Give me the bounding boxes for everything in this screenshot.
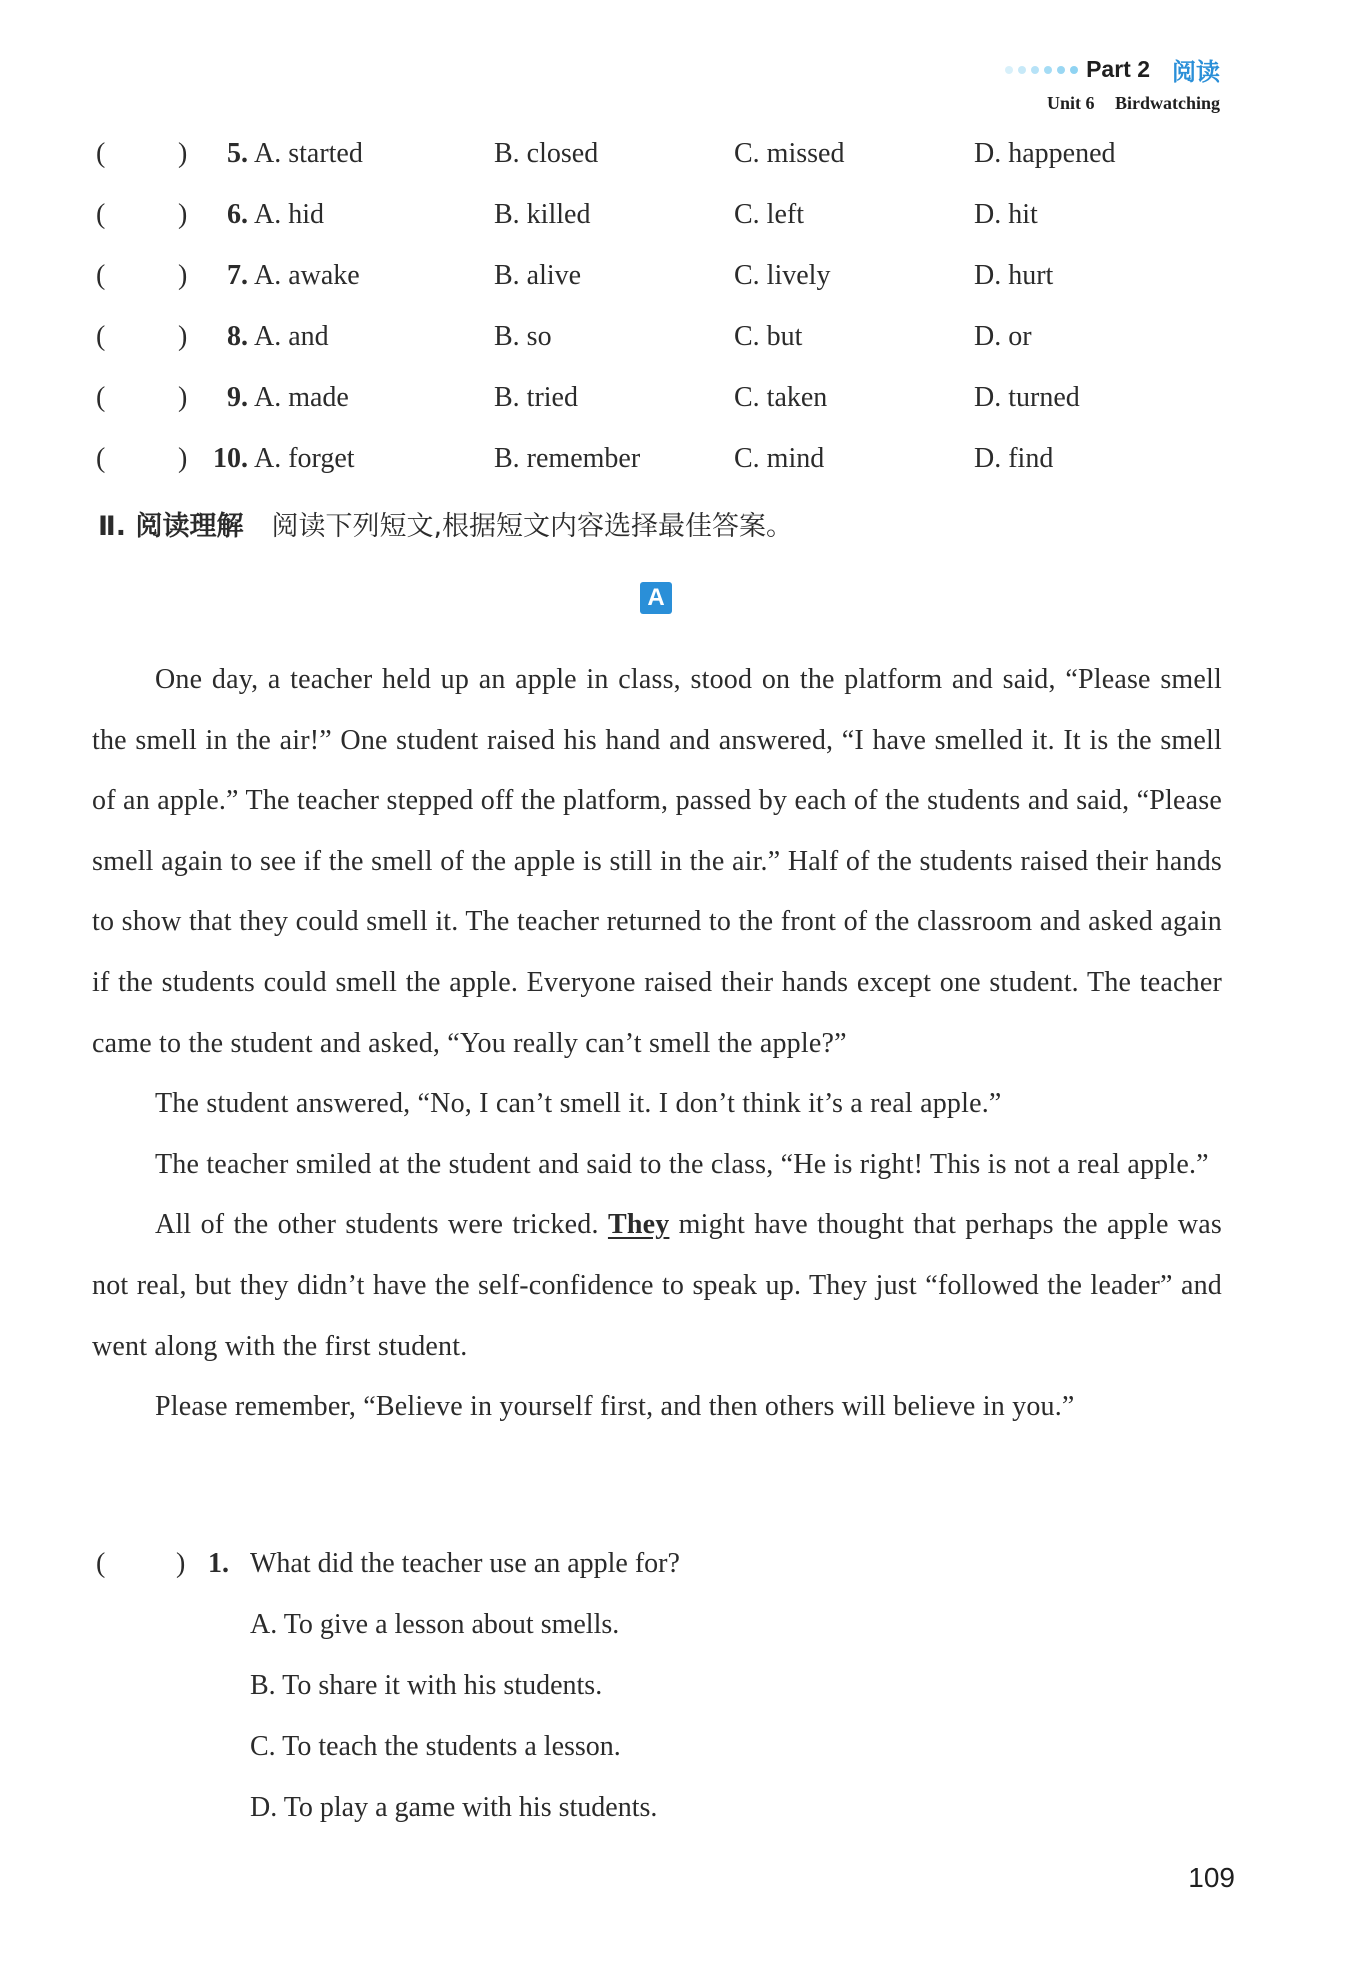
option-row: [96, 321, 1226, 382]
part-section-name: 阅读: [1172, 58, 1220, 86]
section-instruction: 阅读下列短文,根据短文内容选择最佳答案。: [271, 511, 794, 542]
underlined-keyword: They: [607, 1209, 670, 1241]
option-row: [96, 260, 1226, 321]
question-number: 9.: [227, 382, 248, 413]
question-block: [96, 1548, 1226, 1853]
answer-choice: C. To teach the students a lesson.: [250, 1731, 621, 1762]
option-a: A. hid: [254, 199, 324, 230]
option-b: B. alive: [494, 260, 582, 291]
passage-paragraph: The teacher smiled at the student and said to the class, “He is right! This is not a real apple.”: [155, 1148, 1209, 1180]
section-heading: [98, 504, 793, 543]
option-c: C. but: [734, 321, 803, 352]
answer-choice: D. To play a game with his students.: [250, 1792, 658, 1823]
answer-bracket-close: ): [178, 260, 188, 291]
passage-paragraph: Please remember, “Believe in yourself first, and then others will believe in you.”: [155, 1391, 1075, 1423]
question-number: 5.: [227, 138, 248, 169]
passage-label-badge: A: [640, 582, 672, 614]
option-row: [96, 443, 1226, 504]
option-c: C. taken: [734, 382, 828, 413]
answer-bracket-open: (: [96, 1548, 106, 1579]
question-number: 6.: [227, 199, 248, 230]
passage-paragraph: One day, a teacher held up an apple in class, stood on the platform and said, “Please smell the smell in the air!” One student raised his hand and answered, “I have smelled it. It is the smell of an apple.” The teacher stepped off the platform, passed by each of the students and said, “Please smell again to see if the smell of the apple is still in the air.” Half of the students raised their hands to show that they could smell it. The teacher returned to the front of the classroom and asked again if the students could smell the apple. Everyone raised their hands except one student. The teacher came to the student and asked, “You really can’t smell the apple?”: [92, 664, 1222, 1059]
option-b: B. closed: [494, 138, 599, 169]
answer-bracket-close: ): [178, 199, 188, 230]
question-text: What did the teacher use an apple for?: [250, 1548, 680, 1579]
answer-choice: B. To share it with his students.: [250, 1670, 603, 1701]
reading-passage: [92, 650, 1222, 1438]
option-c: C. mind: [734, 443, 825, 474]
answer-bracket-open: (: [96, 382, 106, 413]
header-unit-row: [1005, 93, 1220, 114]
question-number: 8.: [227, 321, 248, 352]
option-b: B. tried: [494, 382, 578, 413]
option-d: D. hurt: [974, 260, 1054, 291]
answer-bracket-close: ): [178, 321, 188, 352]
answer-bracket-open: (: [96, 321, 106, 352]
passage-paragraph: The student answered, “No, I can’t smell it. I don’t think it’s a real apple.”: [155, 1088, 1002, 1120]
unit-label: Unit 6: [1046, 93, 1095, 113]
option-a: A. and: [254, 321, 329, 352]
page-header: [1005, 52, 1220, 114]
answer-bracket-close: ): [178, 382, 188, 413]
option-c: C. missed: [734, 138, 845, 169]
answer-bracket-open: (: [96, 443, 106, 474]
answer-bracket-close: ): [176, 1548, 186, 1579]
option-d: D. happened: [974, 138, 1116, 169]
answer-bracket-open: (: [96, 199, 106, 230]
option-c: C. lively: [734, 260, 831, 291]
option-b: B. remember: [494, 443, 641, 474]
option-b: B. so: [494, 321, 552, 352]
page-number: 109: [1188, 1862, 1235, 1893]
option-b: B. killed: [494, 199, 591, 230]
option-c: C. left: [734, 199, 804, 230]
option-d: D. turned: [974, 382, 1080, 413]
answer-bracket-close: ): [178, 443, 188, 474]
header-part-row: [1005, 52, 1220, 87]
option-a: A. made: [254, 382, 349, 413]
question-number: 10.: [213, 443, 248, 474]
option-a: A. started: [254, 138, 363, 169]
option-row: [96, 199, 1226, 260]
answer-bracket-open: (: [96, 260, 106, 291]
answer-bracket-close: ): [178, 138, 188, 169]
question-number: 7.: [227, 260, 248, 291]
unit-title: Birdwatching: [1114, 93, 1220, 113]
decorative-dots-icon: [1005, 66, 1078, 74]
cloze-options-list: [96, 138, 1226, 504]
option-d: D. or: [974, 321, 1032, 352]
option-row: [96, 382, 1226, 443]
option-d: D. find: [974, 443, 1054, 474]
question-number: 1.: [208, 1548, 229, 1579]
paragraph-text: All of the other students were tricked.: [155, 1209, 599, 1241]
option-row: [96, 138, 1226, 199]
paragraph-text: might have thought that perhaps the apple was not real, but they didn’t have the self-confidence to speak up. They just “followed the leader” and went along with the first student.: [92, 1209, 1223, 1362]
part-label: Part 2: [1086, 56, 1150, 82]
option-a: A. awake: [254, 260, 360, 291]
option-a: A. forget: [254, 443, 355, 474]
question-stem: [96, 1548, 1226, 1609]
option-d: D. hit: [974, 199, 1038, 230]
passage-paragraph: [92, 1195, 1222, 1377]
answer-bracket-open: (: [96, 138, 106, 169]
answer-choice: A. To give a lesson about smells.: [250, 1609, 620, 1640]
section-title: Ⅱ. 阅读理解: [98, 511, 244, 542]
